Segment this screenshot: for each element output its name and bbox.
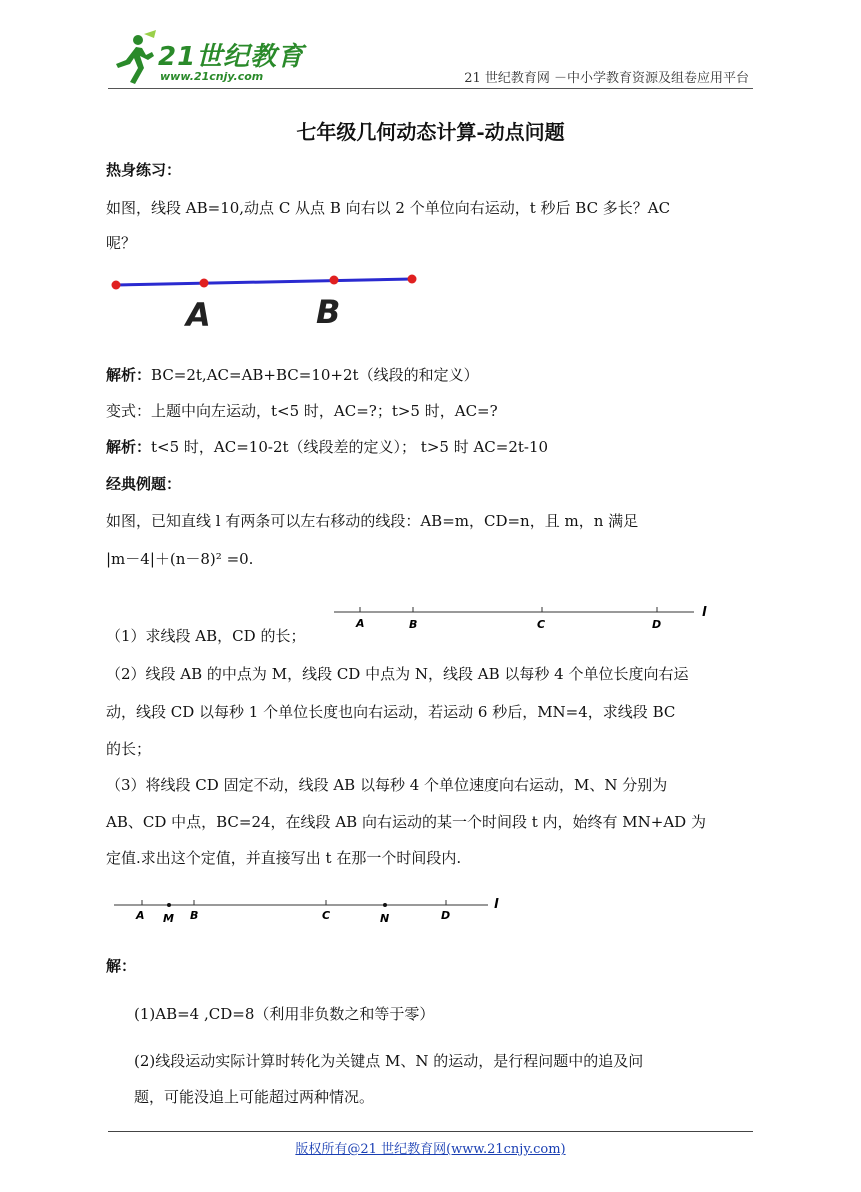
example-line1: 如图，已知直线 l 有两条可以左右移动的线段：AB=m，CD=n，且 m，n 满足 <box>106 512 639 530</box>
question-2-line3: 的长； <box>106 740 152 758</box>
fig2-label-c: C <box>322 909 331 922</box>
solution-2-line1: (2)线段运动实际计算时转化为关键点 M、N 的运动，是行程问题中的追及问 <box>134 1052 644 1070</box>
header-tagline: 21 世纪教育网 －中小学教育资源及组卷应用平台 <box>464 71 749 86</box>
point-left-end <box>112 281 121 290</box>
warmup-figure <box>108 268 428 338</box>
point-b <box>330 276 339 285</box>
warmup-heading: 热身练习： <box>106 161 182 179</box>
logo-runner-icon <box>108 30 158 88</box>
warmup-question-line2: 呢？ <box>106 234 137 252</box>
fig2-label-m: M <box>163 912 174 925</box>
question-3-line3: 定值.求出这个定值，并直接写出 t 在那一个时间段内. <box>106 849 462 867</box>
analysis2-text: t<5 时，AC=10-2t（线段差的定义）； t>5 时 AC=2t-10 <box>151 438 549 456</box>
fig2-label-d: D <box>441 909 451 922</box>
solution-1: (1)AB=4 ,CD=8（利用非负数之和等于零） <box>134 1005 435 1023</box>
fig1-label-l: l <box>702 605 707 620</box>
question-2-line2: 动，线段 CD 以每秒 1 个单位长度也向右运动，若运动 6 秒后，MN=4，求线段 BC <box>106 703 676 721</box>
warmup-analysis2 <box>106 437 548 457</box>
segment-line <box>116 279 412 285</box>
fig2-label-a: A <box>136 909 145 922</box>
fig2-point-m <box>167 903 171 907</box>
solution-heading: 解： <box>106 957 137 975</box>
figure-1 <box>332 598 717 638</box>
fig2-label-b: B <box>190 909 199 922</box>
question-1: （1）求线段 AB，CD 的长； <box>106 627 306 645</box>
example-heading: 经典例题： <box>106 475 182 493</box>
fig1-label-b: B <box>409 618 418 631</box>
point-right-end <box>408 275 417 284</box>
analysis2-label: 解析： <box>106 438 152 456</box>
logo-url: www.21cnjy.com <box>160 70 264 83</box>
example-formula: |m－4|＋(n－8)² =0. <box>106 550 254 568</box>
solution-2-line2: 题，可能没追上可能超过两种情况。 <box>134 1088 375 1106</box>
logo-text: 21世纪教育 <box>158 42 305 72</box>
fig2-point-n <box>383 903 387 907</box>
fig1-label-a: A <box>356 617 365 630</box>
figure-2 <box>108 888 508 928</box>
label-a: A <box>186 296 211 334</box>
warmup-question-line1: 如图，线段 AB=10,动点 C 从点 B 向右以 2 个单位向右运动，t 秒后 BC 多长？AC <box>106 199 671 217</box>
point-a <box>200 279 209 288</box>
fig2-label-l: l <box>494 897 499 912</box>
question-2-line1: （2）线段 AB 的中点为 M，线段 CD 中点为 N，线段 AB 以每秒 4 个单位长度向右运 <box>106 665 689 683</box>
footer-copyright-link[interactable]: 版权所有@21 世纪教育网(www.21cnjy.com) <box>295 1142 566 1157</box>
label-b: B <box>316 293 341 331</box>
warmup-analysis <box>106 365 479 385</box>
question-3-line2: AB、CD 中点，BC=24，在线段 AB 向右运动的某一个时间段 t 内，始终有 MN+AD 为 <box>106 813 706 831</box>
fig1-label-d: D <box>652 618 662 631</box>
footer-divider <box>108 1131 753 1132</box>
fig2-label-n: N <box>380 912 390 925</box>
question-3-line1: （3）将线段 CD 固定不动，线段 AB 以每秒 4 个单位速度向右运动，M、N 分别为 <box>106 776 668 794</box>
fig1-label-c: C <box>537 618 546 631</box>
warmup-variant: 变式：上题中向左运动，t<5 时，AC=?；t>5 时，AC=? <box>106 402 498 420</box>
analysis-label: 解析： <box>106 366 152 384</box>
analysis-text: BC=2t,AC=AB+BC=10+2t（线段的和定义） <box>151 366 479 384</box>
page-title: 七年级几何动态计算-动点问题 <box>296 120 565 144</box>
header-divider <box>108 88 753 89</box>
